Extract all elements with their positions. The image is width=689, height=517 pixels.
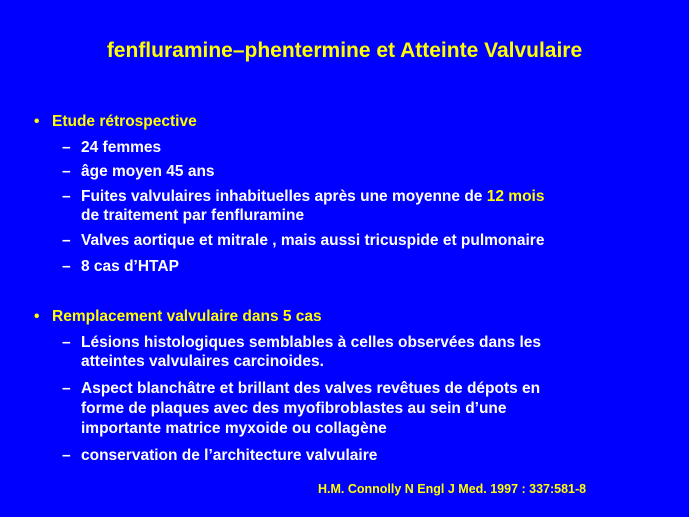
dash-marker: –: [62, 258, 71, 275]
section2-heading: Remplacement valvulaire dans 5 cas: [52, 308, 322, 325]
section1-item-leaks-text: Fuites valvulaires inhabituelles après une moyenne de: [81, 188, 483, 205]
section2-item-aspect-line3: importante matrice myxoide ou collagène: [81, 420, 387, 437]
dash-marker: –: [62, 139, 71, 156]
bullet-marker: •: [34, 113, 40, 130]
section1-item-women: 24 femmes: [81, 139, 162, 156]
dash-marker: –: [62, 334, 71, 351]
section2-item-lesions-line2: atteintes valvulaires carcinoides.: [81, 353, 324, 370]
dash-marker: –: [62, 163, 71, 180]
section2-item-aspect: Aspect blanchâtre et brillant des valves revêtues de dépots en: [81, 380, 541, 397]
section1-item-valves: Valves aortique et mitrale , mais aussi tricuspide et pulmonaire: [81, 232, 545, 249]
section1-heading: Etude rétrospective: [52, 113, 197, 130]
section2-item-aspect-line2: forme de plaques avec des myofibroblastes au sein d’une: [81, 400, 507, 417]
citation-reference: H.M. Connolly N Engl J Med. 1997 : 337:581-8: [318, 482, 587, 496]
section1-item-htap: 8 cas d’HTAP: [81, 258, 179, 275]
section2-item-conservation: conservation de l’architecture valvulaire: [81, 447, 378, 464]
bullet-marker: •: [34, 308, 40, 325]
section1-item-leaks: [81, 187, 544, 207]
section2-item-lesions: Lésions histologiques semblables à celles observées dans les: [81, 334, 542, 351]
section1-item-leaks-line2: de traitement par fenfluramine: [81, 207, 305, 224]
dash-marker: –: [62, 380, 71, 397]
section1-item-age: âge moyen 45 ans: [81, 163, 215, 180]
dash-marker: –: [62, 447, 71, 464]
dash-marker: –: [62, 188, 71, 205]
slide-title: fenfluramine–phentermine et Atteinte Valvulaire: [106, 39, 583, 62]
duration-highlight: 12 mois: [486, 188, 545, 205]
dash-marker: –: [62, 232, 71, 249]
